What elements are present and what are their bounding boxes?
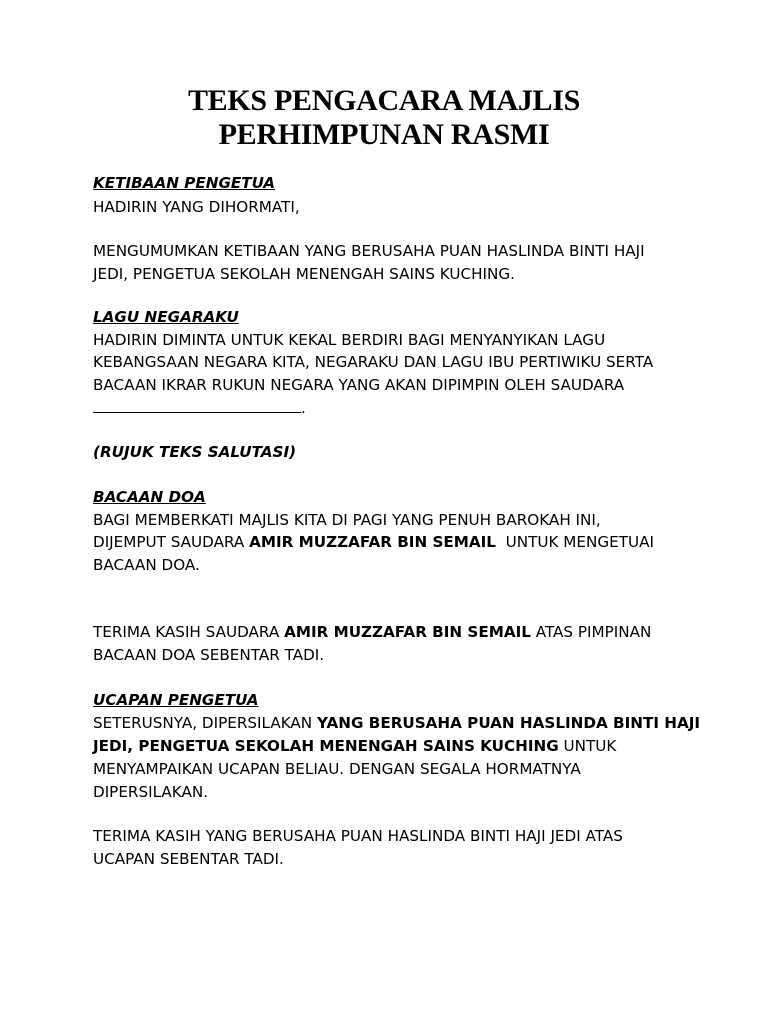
doa-line-2-post: UNTUK MENGETUAI bbox=[495, 533, 654, 551]
ketibaan-line-1: HADIRIN YANG DIHORMATI, bbox=[93, 198, 300, 216]
blank-period: . bbox=[301, 399, 306, 417]
doa-line-3: BACAAN DOA. bbox=[93, 556, 200, 574]
ucapan-line-2-post: UNTUK bbox=[558, 737, 617, 755]
heading-ucapan-pengetua: UCAPAN PENGETUA bbox=[93, 691, 259, 709]
ucapan-line-1-pre: SETERUSNYA, DIPERSILAKAN bbox=[93, 714, 317, 732]
doa-line-2 bbox=[93, 531, 654, 554]
ucapan-line-1-bold: YANG BERUSAHA PUAN HASLINDA BINTI HAJI bbox=[317, 714, 701, 732]
lagu-line-1: HADIRIN DIMINTA UNTUK KEKAL BERDIRI BAGI MENYANYIKAN LAGU bbox=[93, 331, 606, 349]
heading-lagu-negaraku: LAGU NEGARAKU bbox=[93, 308, 239, 326]
title-line-1: TEKS PENGACARA MAJLIS bbox=[187, 84, 581, 117]
ucapan-line-1 bbox=[93, 712, 700, 735]
ucapan-line-2 bbox=[93, 735, 616, 758]
document-title bbox=[0, 84, 768, 152]
ketibaan-line-3: JEDI, PENGETUA SEKOLAH MENENGAH SAINS KUCHING. bbox=[93, 265, 515, 283]
ketibaan-line-2: MENGUMUMKAN KETIBAAN YANG BERUSAHA PUAN HASLINDA BINTI HAJI bbox=[93, 242, 645, 260]
doa-line-2-pre: DIJEMPUT SAUDARA bbox=[93, 533, 250, 551]
doa-thanks-name: AMIR MUZZAFAR BIN SEMAIL bbox=[284, 623, 531, 641]
ucapan-line-3: MENYAMPAIKAN UCAPAN BELIAU. DENGAN SEGALA HORMATNYA bbox=[93, 760, 581, 778]
lagu-line-3: BACAAN IKRAR RUKUN NEGARA YANG AKAN DIPIMPIN OLEH SAUDARA bbox=[93, 376, 625, 394]
ucapan-thanks-line-2: UCAPAN SEBENTAR TADI. bbox=[93, 850, 284, 868]
ucapan-thanks-line-1: TERIMA KASIH YANG BERUSAHA PUAN HASLINDA BINTI HAJI JEDI ATAS bbox=[93, 827, 623, 845]
doa-leader-name: AMIR MUZZAFAR BIN SEMAIL bbox=[249, 533, 496, 551]
ucapan-line-2-bold: JEDI, PENGETUA SEKOLAH MENENGAH SAINS KUCHING bbox=[93, 737, 559, 755]
rujuk-teks-salutasi-note: (RUJUK TEKS SALUTASI) bbox=[93, 443, 297, 461]
heading-ketibaan-pengetua: KETIBAAN PENGETUA bbox=[93, 174, 276, 192]
ucapan-line-4: DIPERSILAKAN. bbox=[93, 783, 209, 801]
doa-thanks-pre: TERIMA KASIH SAUDARA bbox=[93, 623, 285, 641]
doa-thanks-post: ATAS PIMPINAN bbox=[530, 623, 652, 641]
lagu-line-2: KEBANGSAAN NEGARA KITA, NEGARAKU DAN LAGU IBU PERTIWIKU SERTA bbox=[93, 353, 654, 371]
doa-thanks-line-1 bbox=[93, 621, 651, 644]
name-fill-in-blank bbox=[93, 397, 301, 413]
title-line-2: PERHIMPUNAN RASMI bbox=[218, 118, 550, 151]
heading-bacaan-doa: BACAAN DOA bbox=[93, 488, 206, 506]
lagu-blank-line bbox=[93, 397, 306, 420]
doa-line-1: BAGI MEMBERKATI MAJLIS KITA DI PAGI YANG PENUH BAROKAH INI, bbox=[93, 511, 601, 529]
doa-thanks-line-2: BACAAN DOA SEBENTAR TADI. bbox=[93, 646, 325, 664]
